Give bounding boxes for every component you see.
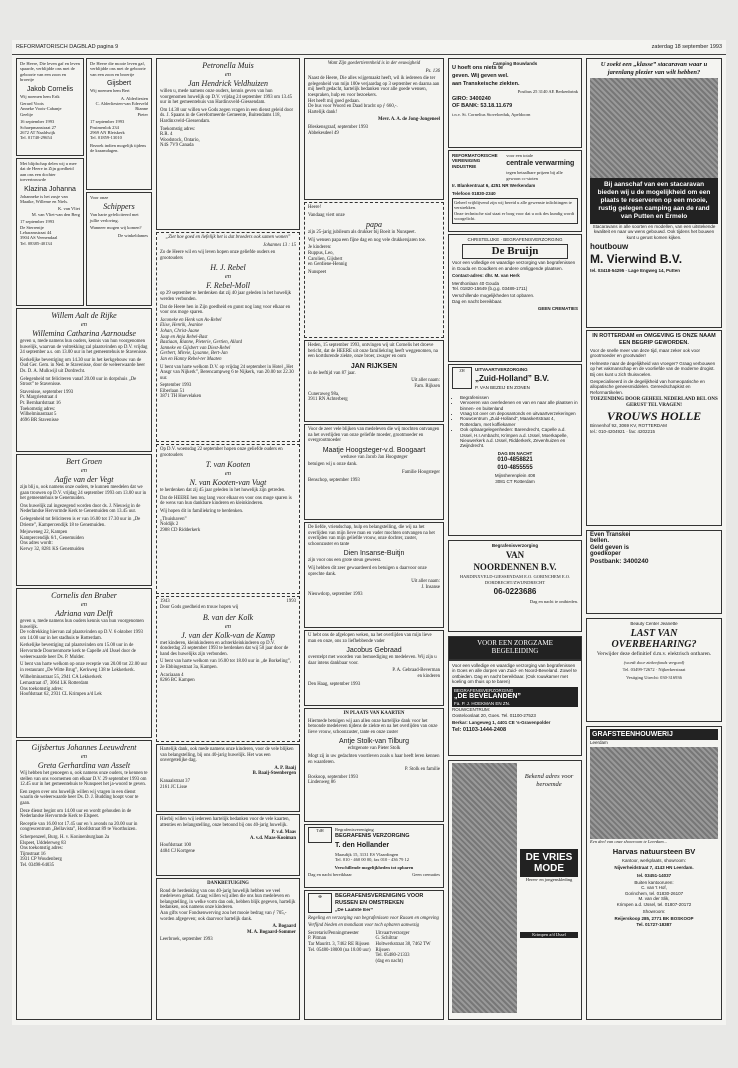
zh-logo-icon: ZH [452, 367, 472, 389]
wedding-notice-muis: Petronella Muis en Jan Hendrick Veldhuizen willen u, mede namens onze ouders, kennis geven van hun voorgenomen huwelijk op D.V. vrijdag 24 september 1993 om 13.45 uur in het gemeentehuis van Hardinxveld-Giessendam. Om 14.30 uur willen we Gods zegen vragen in een dienst geleid door ds. J. Spaans in de Gereformeerde Gemeente, Buitendams 118, Hardinxveld-Giessendam. Toekomstig adres: R.R. 4 Woodstock, Ontario, N4S 7V9 Canada [156, 58, 300, 230]
ad-den-hollander: TdH Begrafenisvereniging BEGRAFENIS VERZORGING T. den Hollander Maasdijk 15, 3131 ES Vlaardingen Tel. 010 - 460 00 00, fax 010 - 436 79 12 Verschillende mogelijkheden tot opbaren Dag en nacht bereikbaar Geen crematies [304, 824, 444, 888]
vrouws-holle-logo: VROUWS HOLLE [606, 409, 702, 424]
birth-notice-cornelis: De Heere, Die leven gaf en leven spaarde, verblijdde ons met de geboorte van een zoon en broertje Jakob Cornelis Wij noemen hem Erik Gerard Voois Anneke Voois-Cabanje Geeltje 16 september 1993 Schaepmanstraat 27 2672 AT Naaldwijk Tel. 01740-29654 [16, 58, 84, 156]
anniversary-vanderkolk: 1943 1993 Door Gods goedheid en trouw hopen wij B. van der Kolk en J. van der Kolk-van de Kamp met kinderen, kleinkinderen en achterkleinkinderen op D.V. donderdag 23 september 1993 te herdenken dat wij 50 jaar door de hand des huwelijks zijn verbonden. U bent van harte welkom van 16.00 tot 18.00 uur in „de Borkeling”, 2e Ebbingestraat 3a, Kampen. Acaciaaan 4 8266 BC Kampen [156, 596, 300, 742]
deceased-name: JAN RIJKSEN [350, 362, 398, 370]
ad-van-noordennen: Begrafenisverzorging VAN NOORDENNEN B.V. HARDINXVELD-GIESSENDAM E.O. GORINCHEM E.O. DORDRECHT/ZWIJNDRECHT 06-0223686 Dag en nacht te ontbieden. [448, 540, 582, 632]
dove-icon: ✠ [308, 893, 332, 913]
showroom-photo [590, 747, 718, 839]
wedding-notice-groen: Bert Groen en Aafje van der Vegt zijn blij u, ook namens onze ouders, te kunnen meedelen dat we gaan trouwen op D.V. vrijdag 24 september 1993 om 13.00 uur in het gemeentehuis te Genemuiden. Ons huwelijk zal ingezegend worden door ds. J. Nieuwig in de Nederlandse Hervormde Kerk te Genemuiden om 13.45 uur. Gelegenheid tot feliciteren is er van 16.00 tot 17.30 uur in „De Drieste”, Kampercendijk 18 te Genemuiden. Mejuweneg 22, Kampen Kampercendijk 6/1, Genemuiden Ons adres wordt: Kerwy 32, 8281 KS Genemuiden [16, 454, 152, 586]
man-photo [452, 763, 517, 1013]
thanks-gebraad: U hebt ons de afgelopen weken, na het overlijden van mijn lieve man en onze, ons zo liefhebbende vader Jacobus Gebraad overstelpt met woorden van bemoediging en medeleven. Wij zijn u daar intens dankbaar voor. P. A. Gebraad-Beverman en kinderen Den Haag, september 1993 [304, 630, 444, 706]
jubilee-name: papa [366, 220, 382, 230]
ad-vrouws-holle: IN ROTTERDAM en OMGEVING IS ONZE NAAM EEN BEGRIP GEWORDEN. Voor de snelle meer van deze tijd, maar zeker ook voor grootmoeder en grootvader! Helmeste naar de degelijkheid van vroeger? Graag verbouwen op het vakmanschap en de voorliefde van de moderne drogist. Bij ons kunt u zich thuisvoelen. Gespecialiseerd in de degelijkheid van homeopatische en allopatische geneesmiddelen. Gereedschapkist en Reformartikelen. TOEZENDING DOOR GEHEEL NEDERLAND BEL ONS GERUST TEL VRAGEN! VROUWS HOLLE Binnenhof 92, 3069 KV, ROTTERDAM tel.: 010-4204921 · fax: 4202215 [586, 330, 722, 526]
ad-centrale-verwarming: REFORMATORISCHE VERENIGING INDUSTRIE voor een totale centrale verwarming tegen betaalbare prijzen bij alle gewoon cc-stoten Ir. Blankentraat 6, 4251 NR Werkendam Telefoon 01830-2340 Geheel vrijblijvend zijn wij bereid u alle gewenste inlichtingen te verstrekken. Onze technische staf staat er borg voor dat u ook des kundig wordt voorgelicht. [448, 150, 582, 232]
ad-de-bevelanden: Voor een volledige en waardige verzorging van begrafenissen in Goes en alle dorpen van Zuid- en Noord-Beveland. Zowel te ontbieden. Dag en nacht bereikbaar. (Ook rouwkamer met koeling om thuis op te baren) BEGRAFENISVERZORGING „DE BEVELANDEN” Fa. P. J. HOEKMAN EN ZN. ROUWCENTRUM: Oostelooslaat 20, Goes. Tel. 01100-27523 Berkar: Langeweg 1, 4401 CE 's-Gravenpolder Tel: 01103-1444-2408 [448, 660, 582, 756]
services-list: • Begrafenissen • Vervoeren van overledenen en van en naar alle plaatsen in binnen- en buitenland • Vraag tot over om deposantonds en uitvaartverzekeringen • Rouwcentrum „Zuid-Holland”, Maaskertstraat 4, Rotterdam, met koffiekamer • Ook opbaargelegenheden: Barendrecht, Capelle a.d. IJssel, H.I.Ambacht, Krimpen a.d. IJssel, Moerkapelle, Nieuwerkerk a.d. IJssel, Ridderkerk, Zevenhuizen en Zwijndrecht. [452, 395, 578, 449]
anniversary-rebel: „Ziet hoe goed en liefelijk het is dat broeders ook samen wonen” Johannes 13 : 15 Zo de Heere wil en wij leven hopen onze geliefde ouders en grootouders H. J. Rebel en F. Rebel-Moll op 29 september te herdenken dat zij 40 jaar geleden in het huwelijk werden verbonden. Dat de Heere hen in Zijn goedheid en gunst nog lang voor elkaar en voor ons moge sparen. Jaconeke en Henk van As-Rebel Elise, Henrik, Jeanine Johan, Christ-Jaane Jaap en Anja Rebel-Bast Bastiaan, Rianne, Pieterie, Gertien, Allard Janneke en Gijsbert van Diest-Rebel Gerbert, Mireie, Lysanne, Bert-Jan Jan en Hanny Rebel-ter Maaten U bent van harte welkom D.V. op vrijdag 24 september in Hotel „Het Ansgr van Nijkerk”, Berencampweg 6 te Nijkerk, van 20.00 tot 22.30 uur. September 1993 Eiberlaan 51 3871 TH Hoevelaken [156, 232, 300, 442]
ad-even-transkei: Even Transkei bellen. Geld geven is goedkoper Postbank: 3400240 [586, 530, 722, 614]
thanks-hoogsteger: Voor de zeer vele blijken van medeleven die wij mochten ontvangen na het overlijden van onze geliefde moeder, grootmoeder en overgrootmoeder Maatje Hoogsteger-v.d. Boogaart weduwe van Jacob Jan Hoogsteger betuigen wij u onze dank. Familie Hoogsteger Benschop, september 1993 [304, 424, 444, 520]
page-date: zaterdag 18 september 1993 [651, 44, 722, 50]
birth-notice-klazina: Met blijdschap delen wij u mee dat de Heere in Zijn goedheid aan ons een dochter toevertrouwde Klazina Johanna Johanneke is het zusje van Maaike, Willeme en Niels. K. van Vliet M. van Vliet-van den Berg 17 september 1993 De Sterrentje Leharamstraat 44 3904 AS Veenendaal Tel. 08385-40134 [16, 158, 84, 306]
death-notice-rijksen: Heden, 15 september 1993, ontvingen wij uit Cornelis het droeve bericht, dat de HEERE uit onze familiekring heeft weggenomen, na een kortdurende ziekte, onze broer, zwager en oom JAN RIJKSEN in de leeftijd van 87 jaar. Uit aller naam: Fam. Rijksen Cuneraweg 98a, 3911 RN Achterberg [304, 340, 444, 422]
ad-zuid-holland: ZH UITVAARTVERZORGING „Zuid-Holland” B.V. P. VAN BEZEIJ EN ZONEN • Begrafenissen • Vervoeren van overledenen en van en naar alle plaatsen in binnen- en buitenland • Vraag tot over om deposantonds en uitvaartverzekeringen • Rouwcentrum „Zuid-Holland”, Maaskertstraat 4, Rotterdam, met koffiekamer • Ook opbaargelegenheden: Barendrecht, Capelle a.d. IJssel, H.I.Ambacht, Krimpen a.d. IJssel, Moerkapelle, Nieuwerkerk a.d. IJssel, Ridderkerk, Zevenhuizen en Zwijndrecht. DAG EN NACHT 010-4858821 010-4855555 Mijnsherenplein 408 3081 CT Rotterdam [448, 364, 582, 536]
baby-name: Gijsbert [106, 80, 132, 88]
wedding-notice-denbraber: Cornelis den Braber en Adriana van Delft geven u, mede namens hun ouders kennis van hun voorgenomen huwelijk. De voltrekking hiervan zal plaatsvinden op D.V. 6 oktober 1993 om 14.00 uur in het stadhuis te Rotterdam. Kerkelijke bevestiging zal plaatsvinden om 15.00 uur in de Hervormde Doornenmorte kerk te Capelle a/d IJssel door de weleerwaarde heer Ds. P. Mulder. U bent van harte welkom op onze receptie van 20.00 tot 22.00 uur in restaurant „De Witte Brug”, Kerkweg 138 te Lekkerkerk. Wilhelminastraat 55, 2941 CA Lekkerkerk Lemastraat 47, 3064 LK Rotterdam Ons toekomstig adres: Hoofdstraat 62, 2931 CL Krimpen a/d Lek [16, 588, 152, 738]
thanks-maas: Hierbij willen wij iedereen hartelijk bedanken voor de vele kaarten, attenties en belangstelling, onze betoond bij ons 40-jarig huwelijk. P. v.d. Maas A. v.d. Maas-Kooiman Hoofdstraat 100 4484 CJ Kortgene [156, 814, 300, 876]
thanks-dejong: Want Zijn goedertierenheid is in der eeuwigheid Ps. 136 Naast de Heere, Die alles wijgemaakt heeft, wil ik iedereen die ter gelegenheid van mijn 100e verjaardag op 3 september en daarna aan mij heeft gedacht, hartelijk bedanken voor alle goede wensen, toespraken, hulp en voor bezoekers. Het heeft mij goed gedaan. De bus voor Woord en Daad bracht op ƒ 660,-. Hartelijk dank! Mevr. A. A. de Jong-Jongeneel Bleskensgraaf, september 1993 Abbekesdeel 49 [304, 58, 444, 200]
baby-name: Jakob Cornelis [26, 85, 74, 93]
paper-name: REFORMATORISCH DAGBLAD pagina 9 [16, 44, 119, 50]
wedding-notice-leeuwdrent: Gijsbertus Johannes Leeuwdrent en Greta Gerhardina van Asselt Wij hebben het genoegen u, ook namens onze ouders, te kennen te stellen van ons voornemen om elkaar D.V. 29 september 1993 om 12.45 uur in het gemeentehuis te Nunspeet het ja-woord te geven. Een zegen over ons huwelijk willen wij vragen in een dienst waarin de weleerwaarde heer Ds. D. J. Budding hoopt voor te gaan. Deze dienst begint om 14.00 uur en wordt gehouden in de Nederlandse Hervormde Kerk te Elspeet. Receptie van 16.00 tot 17.45 uur en 's avonds na 20.00 uur in congrescentrum „Bellavista”, Hoofdstraat 89 te Voorthuizen. Scherpenzeel, Burg. H. v. Koninenburglaan 2a Elspeet, Uddelerweg 83 Ons toekomstig adres: Tijmstraat 16 3931 CP Woudenberg Tel. 03498-64035 [16, 740, 152, 1020]
ad-beauty-center: Beauty Center Jeanette LAST VAN OVERBEHARING? Verwijder deze definitief d.m.v. elektrisch ontharen. (wordt door ziekenfonds vergoed) Tel. 03499-72672 · Nijkerkerstraat Vestiging Utrecht: 030-316936 [586, 618, 722, 722]
ad-de-vries-mode: Bekend adres voor beroemde DE VRIES MODE Heren- en jongenskleding Krimpen a/d IJssel [448, 760, 582, 1020]
de-vries-logo: DE VRIES MODE [520, 849, 578, 877]
ad-de-bruijn: CHRISTELIJKE · BEGRAFENISVERZORGING De Bruijn Voor een volledige en waardige verzorging van begrafenissen in Gouda en Goudkers en andere omliggende plaatsen. Contact-adres: dhr. M. van Herk Menthonlaan 40 Gouda Tel. 01820-15649 (b.g.g. 03489-1711) Verschillende mogelijkheden tot opbaren. Dag en nacht bereikbaar. GEEN CREMATIES [448, 234, 582, 362]
ad-russen: ✠ BEGRAFENISVERENIGING VOOR RUSSEN EN OMSTREKEN „De Laatste Eer” Regeling en verzorging van begrafenissen voor Russen en omgeving Verfijnd bieden en mondiaan voor toch opbaren aanwezig Secretaris/Penningmeester P. Pitman Tar Mauritt. 3, 7462 RE Rijssen Tel. 05480-18000 (na 18.00 uur) Uitvaartverzorger G. Schiltrar Holtwerkstraat 38, 7462 TW Rijssen Tel. 05480-21333 (dag en nacht) [304, 890, 444, 1020]
ad-camping-bouwlands: Camping Bouwlands U hoeft ons niets te geven. Wij geven wel. aan Transkeische ziekten. Postbus 25 3140 AE Berkenbrink GIRO: 3400240 OF BANK: 53.18.11.679 t.n.v. St. Cornelius Stoveloeduk, Apeldoorn [448, 58, 582, 148]
wedding-notice-derijke: Willem Aalt de Rijke en Willemina Catharina Aarnoudse geven u, mede namens hun ouders, kennis van hun voorgenomen huwelijk, waarvan de voltrekking zal plaatsvinden op D.V. vrijdag 24 september a.s. om 13.00 uur in het gemeentehuis te Stavenisse. Kerkelijke bevestiging om 14.30 uur in het kerkgebouw van de Oud Ger. Gem. in Ned. te Stavenisse, door de weleerwaarde heer Ds. D. A. Mulkwijl uit Dordrecht. Gelegenheid tot feliciteren vanaf 20.00 uur in dorpshuis „De Stroot” te Stavenisse. Stavenisse, september 1993 Pr. Margrietstraat 4 Pr. Bernhardstraat 16 Toekomstig adres: Wilhelminastraat 5 4696 BR Stavenisse [16, 308, 152, 452]
caravan-photo [590, 78, 718, 178]
baby-name: Klazina Johanna [24, 185, 76, 193]
newspaper-page [12, 40, 726, 1025]
anniversary-vankooten: Op D.V. woensdag 22 september hopen onze geliefde ouders en grootouders T. van Kooten en N. van Kooten-van Vugt te herdenken dat zij 45 jaar geleden in het huwelijk zijn getreden. Dat de HEERE hen nog lang voor elkaar en voor ons moge sparen is de wens van hun dankbare kinderen en kleinkinderen. Wij hopen dit in familiekring te herdenken. „Thuishaven” Noldijk 2 2988 CD Ridderkerk [156, 444, 300, 594]
couple-name: Schippers [103, 202, 135, 212]
de-bruijn-logo: De Bruijn [462, 244, 568, 259]
camping-logo: Camping Bouwlands [492, 61, 538, 66]
ad-zorgzame-banner: VOOR EEN ZORGZAME BEGELEIDING [448, 636, 582, 660]
congrats-schippers: Voor onze Schippers Van harte gefeliciteerd met jullie verloving. Wanneer mogen wij komen? De winkeldames [86, 192, 152, 306]
tdh-logo-icon: TdH [308, 827, 332, 843]
thanks-baaij: Hartelijk dank, ook mede namens onze kinderen, voor de vele blijken van belangstelling, bij ons 40-jarig huwelijk. Het was een onvergetelijke dag. A. P. Baaij B. Baaij-Steenbergen Kanaalstraat 37 2161 JC Lisse [156, 744, 300, 812]
page-header [12, 40, 726, 55]
ad-stacaravan: U zoekt een „klasse” stacaravan waar u jarenlang plezier van wilt hebben? Bij aanschaf van een stacaravan bieden wij u de mogelijkheid om een plaats te reserveren op een mooie, rustig gelegen camping aan de rand van Putten en Ermelo Stacaravans in alle soorten en modellen, van een uitstekende kwaliteit en naar uw wens gebouwd. Ook tijdens het bouwen kunt u gerust komen kijken. houtbouw M. Vierwind B.V. tel. 03418-54295 · Lage Engweg 14, Putten [586, 58, 722, 328]
birth-notice-gijsbert: De Heere die mooie leven gaf, verblijdde ons met de geboorte van een zoon en broertje Gijsbert Wij noemen hem Bert A. Alderliesten C. Alderliesten-van Ederveld Rianne Pieter 17 september 1993 Pruimenlok 234 2969 AN Bleiskerk Tel. 01859-13010 Bezoek indien mogelijk tijdens de kraamdagen. [86, 58, 152, 190]
thanks-bogaard: DANKBETUIGING Rond de herdenking van ons 40-jarig huwelijk hebben we veel medeleven gehad. Graag willen wij allen die ons hun medeleven en belangstelling, in welke vorm dan ook, hebben blijk gegeven, hartelijk bedanken, ook namens onze kinderen. Aan gifts voor Fondsenwerving zou het mooie bedrag van ƒ 705,- worden afgegeven; ook daarvoor hartelijk dank. A. Bogaard M. A. Bogaard-Sommer Leerbroek, september 1993 [156, 878, 300, 1020]
thanks-insanse: De liefde, vriendschap, hulp en belangstelling, die wij na het overlijden van mijn lieve man en vader mochten ontvangen na het overlijden van mijn geliefde vrouw, onze dochter, zuster, schoonzuster en tante Dien Insanse-Buitjn zijn voor ons een grote steun geweest. Wij hebben dit zeer gewaardeerd en betuigen u daarvoor onze oprechte dank. Uit aller naam: J. Insanse Nieuwdorp, september 1993 [304, 522, 444, 628]
jubilee-papa: Heere! Vandaag viert onze papa zijn 25-jarig jubileum als drukker bij Boeit in Nunspeet. Wij wensen papa een fijne dag en nog vele drukkersjaren toe. Je kinderen: Ruppus, Leo, Carolien, Gijsbert en Gerdiene-Hennig Nunspeet [304, 202, 444, 338]
thanks-stolk: IN PLAATS VAN KAARTEN Hiermede betuigen wij aan allen onze hartelijke dank voor het betoonde medeleven tijdens de ziekte en na het overlijden van onze lieve vrouw, schoonzuster, tante en onze zuster Antje Stolk-van Tilburg echtgenote van Pieter Stolk Mogt zij in uw gedachten voortleven zoals u haar heeft leren kennen en waarderen. P. Stolk en familie Boskoop, september 1993 Lindenweg 86 [304, 708, 444, 822]
ad-harvas-natuursteen: GRAFSTEENHOUWERIJ Leerdam Een deel van onze showroom te Leerdam... Harvas natuursteen BV Kantoor, werkplaats, showroom: Nijverheidstraat 7, 4143 HN Leerdam. tel. 03451-14037 Buiten kantooruren: C. van 't Hof, Gorinchem, tel. 01830-26107 M. van der Slik, Krimpen a.d. IJssel, tel. 01807-20172 Showroom: Reijerskoop 285, 2771 BK BOSKOOP Tel. 01727-18387 [586, 726, 722, 1020]
